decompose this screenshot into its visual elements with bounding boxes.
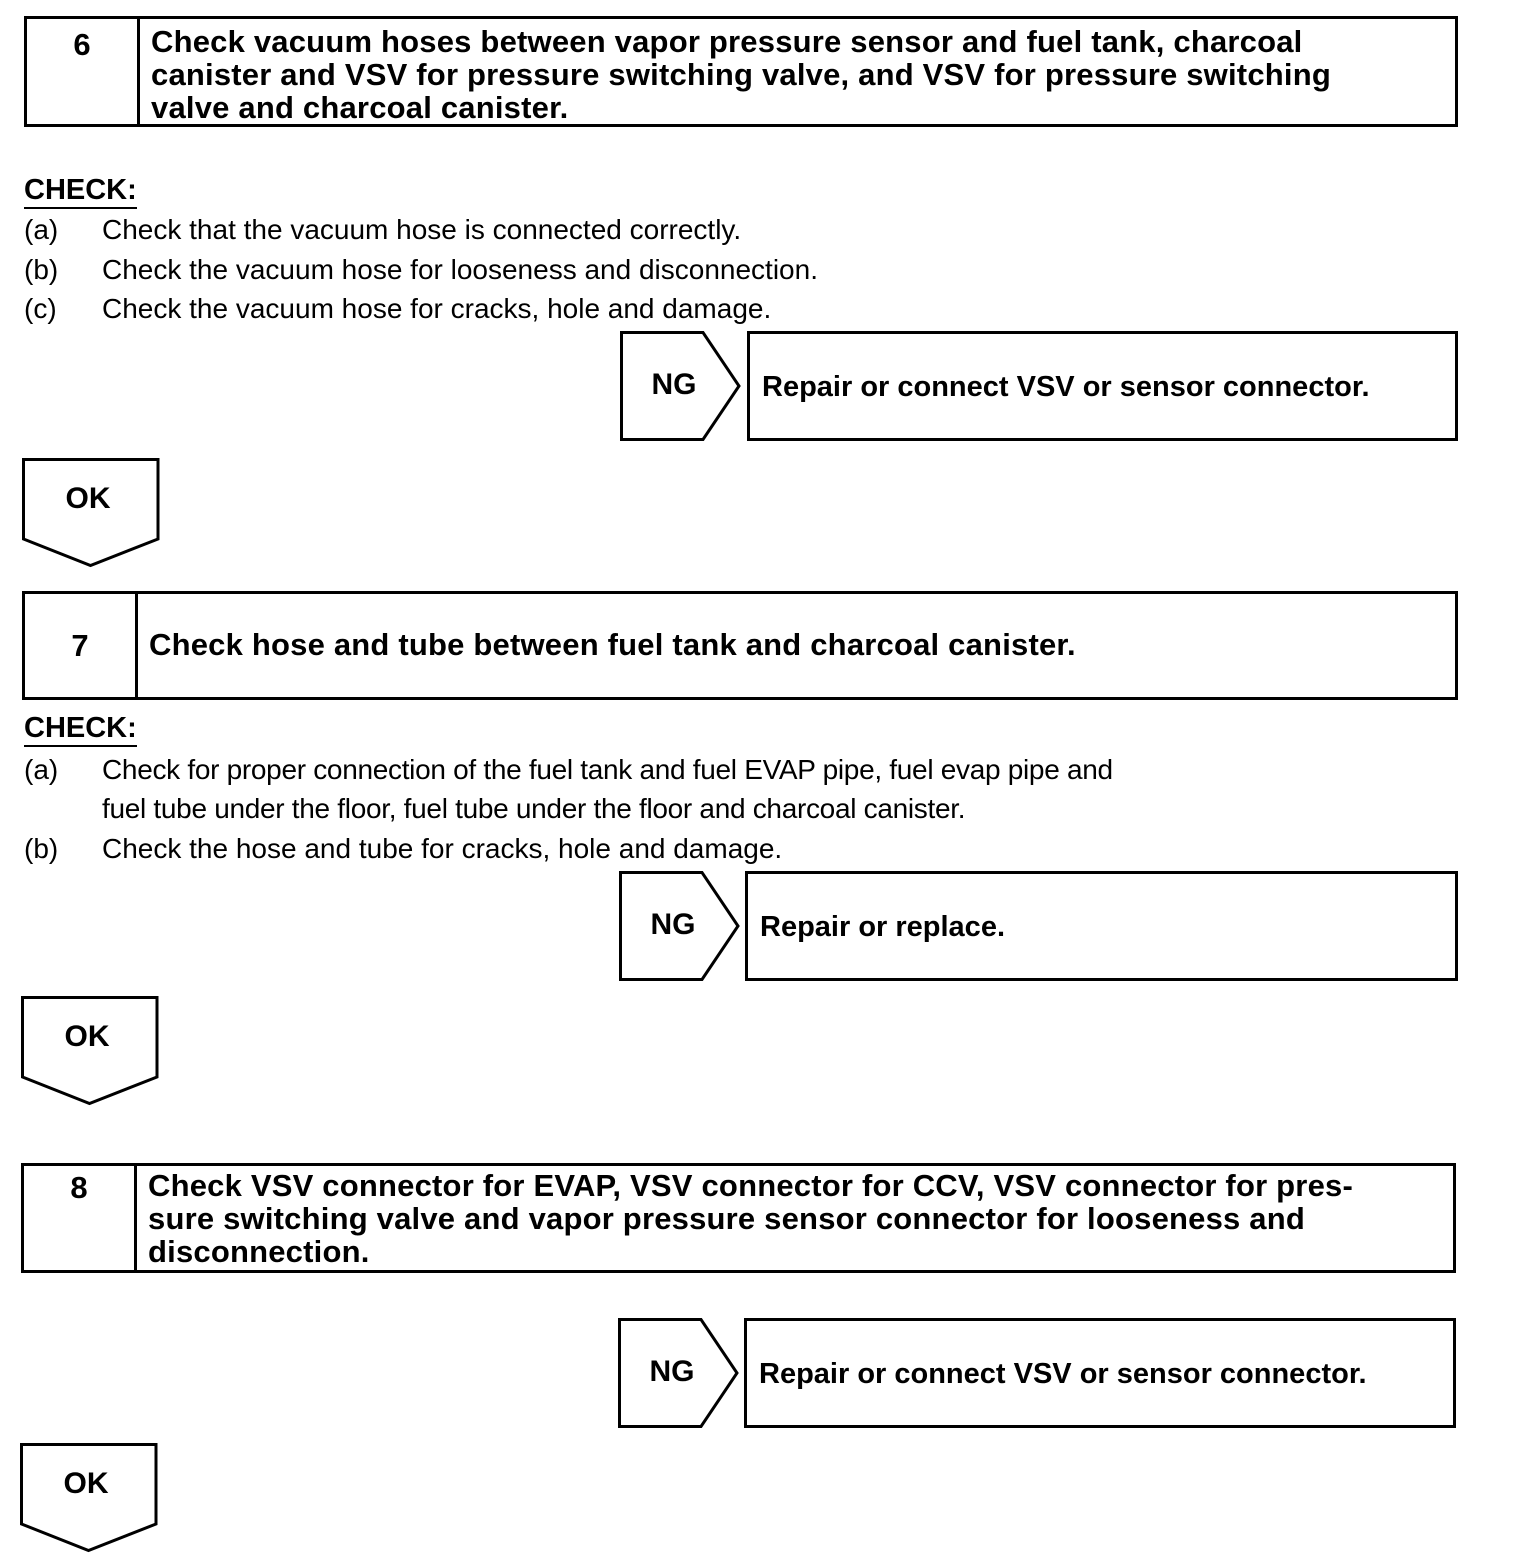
check-heading: CHECK: <box>24 712 137 747</box>
ng-action-box <box>747 331 1458 441</box>
ok-label: OK <box>64 1020 110 1053</box>
ok-arrow <box>21 996 159 1106</box>
check-item-text-continued: fuel tube under the floor, fuel tube under the floor and charcoal canister. <box>102 793 966 824</box>
step-title-line: Check hose and tube between fuel tank and charcoal canister. <box>149 627 1076 662</box>
check-item-letter: (b) <box>24 254 59 285</box>
check-item-text: Check the vacuum hose for looseness and disconnection. <box>102 254 818 285</box>
ng-action-text: Repair or replace. <box>760 911 1005 943</box>
ok-arrow <box>22 458 160 568</box>
ng-label: NG <box>650 908 696 941</box>
step-title-line: canister and VSV for pressure switching valve, and VSV for pressure switching <box>151 57 1331 92</box>
check-item-text: Check the hose and tube for cracks, hole and damage. <box>102 833 783 864</box>
step-title-line: sure switching valve and vapor pressure sensor connector for looseness and <box>148 1201 1306 1236</box>
step-title-line: disconnection. <box>148 1234 370 1269</box>
ng-action-text: Repair or connect VSV or sensor connector. <box>762 371 1370 403</box>
ok-arrow <box>20 1443 158 1553</box>
step-6-header <box>24 16 1458 127</box>
ng-arrow <box>620 331 744 441</box>
ng-label: NG <box>651 368 697 401</box>
ok-label: OK <box>65 482 111 515</box>
ng-action-text: Repair or connect VSV or sensor connector. <box>759 1358 1367 1390</box>
check-heading: CHECK: <box>24 174 137 209</box>
step-title-line: Check vacuum hoses between vapor pressure sensor and fuel tank, charcoal <box>151 24 1303 59</box>
step-8-header <box>21 1163 1456 1273</box>
check-item-letter: (c) <box>24 293 57 324</box>
check-item-letter: (a) <box>24 754 59 785</box>
ng-label: NG <box>649 1355 695 1388</box>
step-title-line: valve and charcoal canister. <box>151 90 569 125</box>
check-item-letter: (b) <box>24 833 59 864</box>
ng-action-box <box>744 1318 1456 1428</box>
ng-action-box <box>745 871 1458 981</box>
step-number: 7 <box>25 594 138 697</box>
step-number: 6 <box>27 19 140 124</box>
check-item-text: Check that the vacuum hose is connected correctly. <box>102 214 742 245</box>
check-item-text: Check the vacuum hose for cracks, hole and damage. <box>102 293 772 324</box>
ok-label: OK <box>63 1467 109 1500</box>
step-7-header <box>22 591 1458 700</box>
ng-arrow <box>618 1318 742 1428</box>
check-item-letter: (a) <box>24 214 59 245</box>
check-item-text: Check for proper connection of the fuel tank and fuel EVAP pipe, fuel evap pipe and <box>102 754 1113 785</box>
ng-arrow <box>619 871 743 981</box>
step-title-line: Check VSV connector for EVAP, VSV connector for CCV, VSV connector for pres- <box>148 1168 1353 1203</box>
step-number: 8 <box>24 1166 137 1270</box>
